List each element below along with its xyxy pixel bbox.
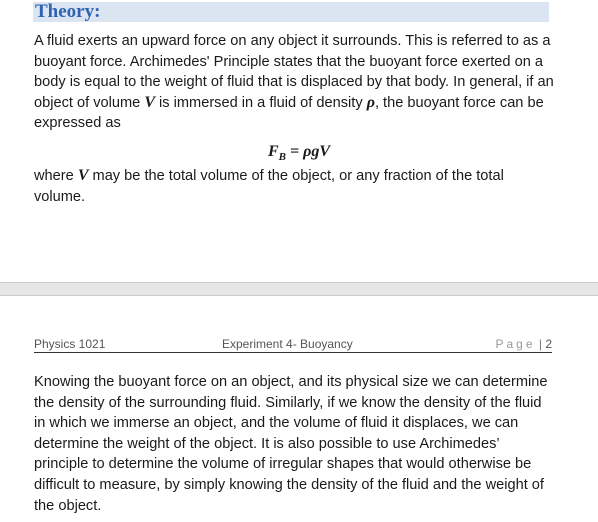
variable-v: V [77, 167, 89, 184]
theory-paragraph-2 [34, 166, 554, 207]
paragraph-text: is immersed in a fluid of density [155, 94, 367, 111]
page-number: 2 [545, 337, 552, 351]
formula-rhs: = ρgV [285, 143, 331, 160]
paragraph-text: may be the total volume of the object, or any fraction of the total volume. [34, 168, 504, 205]
header-experiment-title: Experiment 4- Buoyancy [222, 337, 353, 351]
buoyant-force-formula [0, 141, 598, 168]
header-page-number [495, 336, 552, 352]
theory-paragraph-1 [34, 31, 554, 134]
page-separator: | [535, 337, 546, 351]
paragraph-text: where [34, 168, 78, 184]
page-label: Page [495, 337, 536, 351]
paragraph-text: , the buoyant force can be expressed as [34, 94, 544, 132]
header-course: Physics 1021 [34, 337, 106, 351]
formula-lhs: F [267, 143, 279, 160]
page-header [34, 336, 552, 353]
page-break-gap [0, 282, 598, 296]
variable-rho: ρ [366, 93, 375, 111]
variable-v: V [144, 93, 155, 111]
section-heading-theory: Theory: [33, 2, 549, 22]
paragraph-text: A fluid exerts an upward force on any object it surrounds. This is referred to as a buoyant force. Archimedes' Principle states that the buoyant force exerted on a body is equal to the weight of fluid that is displaced by that body. In general, if an object of volume [34, 33, 554, 111]
body-paragraph: Knowing the buoyant force on an object, and its physical size we can determine the density of the surrounding fluid. Similarly, if we know the density of the fluid in which we immerse an object, and the volume of fluid it displaces, we can determine the weight of the object. It is also possible to use Archimedes’ principle to determine the volume of irregular shapes that would otherwise be difficult to measure, by simply knowing the density of the fluid and the weight of the object. [34, 374, 548, 514]
formula-subscript: B [278, 151, 286, 164]
page-2 [0, 296, 598, 522]
